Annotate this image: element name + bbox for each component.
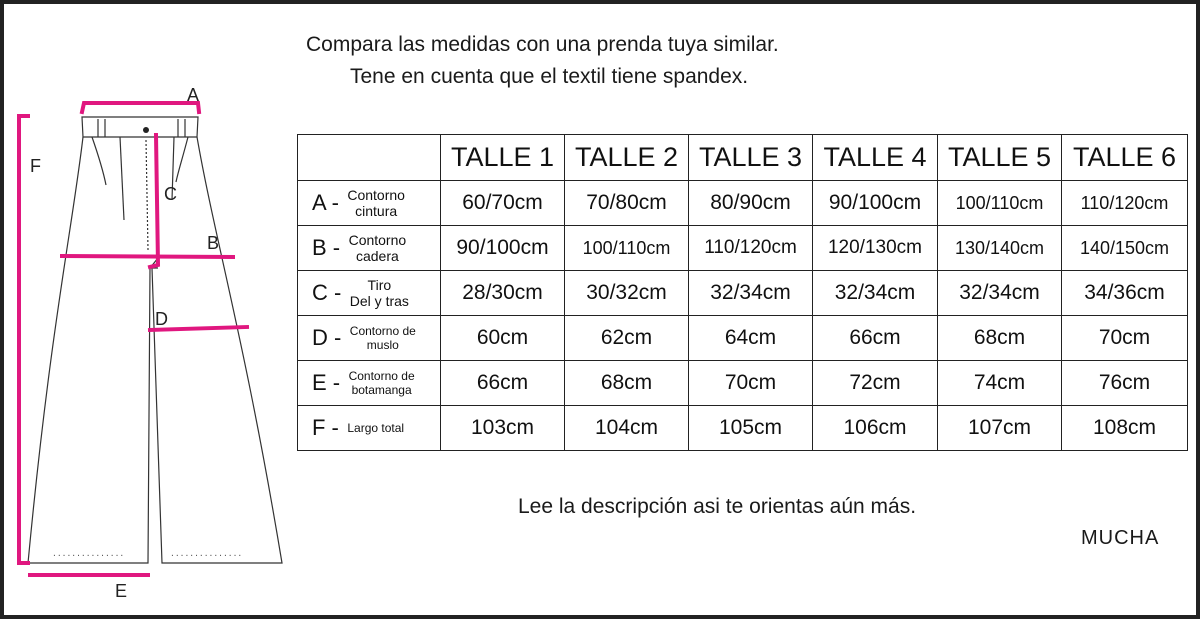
column-header: TALLE 5 [938,135,1062,181]
diagram-label-d: D [155,309,168,329]
row-desc-line2: cintura [355,203,398,219]
table-cell: 68cm [565,361,689,406]
table-cell: 108cm [1062,406,1188,451]
table-cell: 72cm [813,361,938,406]
diagram-label-e: E [115,581,128,601]
table-cell: 62cm [565,316,689,361]
measure-b-hip [62,256,233,257]
row-label [298,271,441,316]
table-cell: 32/34cm [689,271,813,316]
row-desc-line1: Tiro [367,277,392,293]
table-row [298,271,1188,316]
row-description [349,232,407,264]
diagram-label-f: F [30,156,41,176]
row-label [298,316,441,361]
row-letter: A - [312,190,339,215]
pleat-left [120,137,124,220]
table-cell: 70/80cm [565,181,689,226]
header-corner [298,135,441,181]
column-header: TALLE 4 [813,135,938,181]
row-desc-line2: Del y tras [349,293,409,309]
brand-name: MUCHA [1081,527,1160,549]
diagram-label-b: B [207,233,220,253]
row-label [298,361,441,406]
table-cell: 105cm [689,406,813,451]
row-label [298,226,441,271]
row-letter: F - [312,415,339,440]
table-cell: 104cm [565,406,689,451]
table-cell: 68cm [938,316,1062,361]
table-row [298,181,1188,226]
table-row [298,316,1188,361]
row-description [350,324,416,352]
table-cell: 70cm [689,361,813,406]
pocket-right [176,137,188,182]
pocket-left [92,137,106,185]
row-desc-line1: Contorno de [349,324,416,338]
column-header: TALLE 3 [689,135,813,181]
table-cell: 90/100cm [441,226,565,271]
table-cell: 30/32cm [565,271,689,316]
table-cell: 64cm [689,316,813,361]
table-cell: 140/150cm [1062,226,1188,271]
row-desc-line1: Largo total [347,421,405,435]
measure-c-rise [150,135,158,267]
measure-a-waist [82,103,199,112]
row-desc-line2: muslo [366,338,399,352]
table-cell: 60/70cm [441,181,565,226]
table-cell: 60cm [441,316,565,361]
pants-diagram [0,0,300,619]
table-cell: 28/30cm [441,271,565,316]
row-description [350,277,409,309]
column-header: TALLE 1 [441,135,565,181]
row-desc-line1: Contorno [347,187,405,203]
row-letter: E - [312,370,341,395]
table-cell: 120/130cm [813,226,938,271]
fly-stitch [146,140,148,250]
waistband-loop-right [178,119,185,137]
table-cell: 107cm [938,406,1062,451]
diagram-label-a: A [187,85,200,105]
hem-stitch-right: ............... [170,549,243,558]
table-cell: 74cm [938,361,1062,406]
row-description [347,421,404,435]
row-desc-line2: botamanga [351,383,412,397]
row-label [298,406,441,451]
row-desc-line2: cadera [355,248,399,264]
table-cell: 32/34cm [813,271,938,316]
row-desc-line1: Contorno de [348,369,415,383]
row-letter: B - [312,235,341,260]
table-cell: 66cm [813,316,938,361]
table-cell: 103cm [441,406,565,451]
table-cell: 130/140cm [938,226,1062,271]
table-cell: 32/34cm [938,271,1062,316]
row-letter: C - [312,280,342,305]
waistband-loop-left [98,119,105,137]
table-row [298,226,1188,271]
table-cell: 110/120cm [689,226,813,271]
column-header: TALLE 6 [1062,135,1188,181]
table-cell: 34/36cm [1062,271,1188,316]
table-row [298,406,1188,451]
measure-f-length [19,116,28,563]
table-cell: 100/110cm [938,181,1062,226]
size-table [297,134,1188,451]
table-cell: 100/110cm [565,226,689,271]
table-cell: 66cm [441,361,565,406]
intro-line-1: Compara las medidas con una prenda tuya similar. [306,33,779,56]
table-header-row [298,135,1188,181]
column-header: TALLE 2 [565,135,689,181]
row-label [298,181,441,226]
table-cell: 76cm [1062,361,1188,406]
table-cell: 90/100cm [813,181,938,226]
waist-button [143,127,149,133]
diagram-label-c: C [164,184,177,204]
hem-stitch-left: ............... [52,549,125,558]
intro-line-2: Tene en cuenta que el textil tiene spandex. [350,65,749,88]
table-cell: 110/120cm [1062,181,1188,226]
row-description [347,187,405,219]
left-leg-outline [28,137,158,563]
row-description [349,369,415,397]
table-row [298,361,1188,406]
table-cell: 106cm [813,406,938,451]
footer-note: Lee la descripción asi te orientas aún más. [518,495,917,518]
row-letter: D - [312,325,342,350]
table-cell: 70cm [1062,316,1188,361]
waistband-outline [82,117,198,137]
row-desc-line1: Contorno [348,232,407,248]
table-cell: 80/90cm [689,181,813,226]
